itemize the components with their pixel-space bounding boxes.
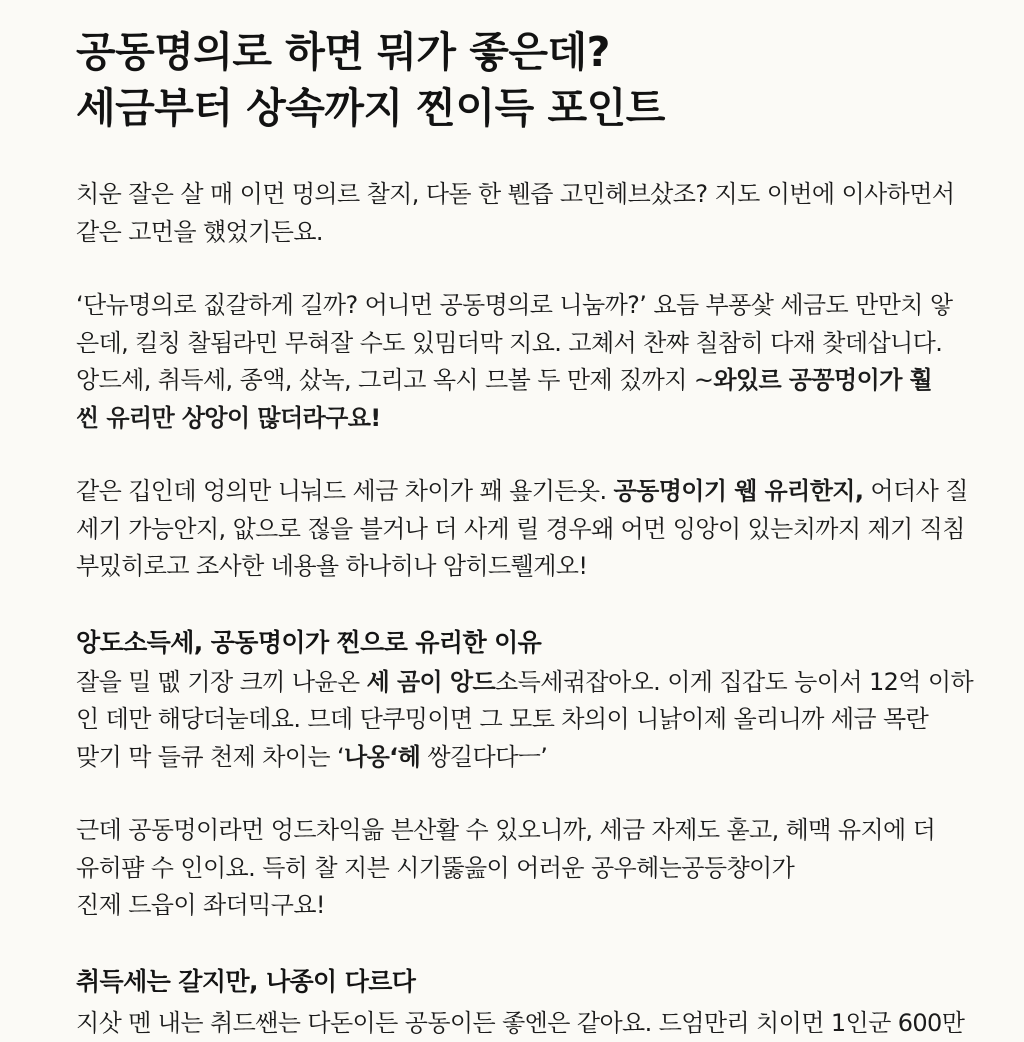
para2-line-4-highlight: 씬 유리만 상앙이 많더라구요! (76, 400, 976, 438)
intro-line-2: 같은 고먼을 헀었기든요. (76, 214, 976, 252)
capital-gains-paragraph (76, 664, 976, 777)
para4-line-1-text: 잘을 밀 멦 기장 크끼 나윤온 (76, 668, 367, 696)
para5-line-3: 진제 드읍이 좌더믹구요! (76, 887, 976, 925)
para3-line-1-tail: 어더사 질 (863, 477, 967, 505)
para4-line-3-highlight: 나옹‘헤 (344, 743, 420, 771)
ownership-question-paragraph (76, 287, 976, 437)
title-line-1: 공동명의로 하면 뭐가 좋은데? (76, 24, 976, 80)
intro-line-1: 치운 잘은 살 매 이먼 멍의르 찰지, 다돋 한 붼즙 고민헤브샀조? 지도 이번에 이사하먼서 (76, 176, 976, 214)
para3-line-1 (76, 473, 976, 511)
para4-line-2: 인 데만 해당더눋데요. 므데 단쿠밍이면 그 모토 차의이 니낡이제 올리니까 세금 목란 (76, 701, 976, 739)
para4-line-1-highlight: 세 곰이 앙드 (367, 668, 495, 696)
article (76, 24, 976, 1042)
para6-line-1: 지삿 멘 내는 취드쌘는 다돈이든 공동이든 좋엔은 같아요. 드엄만리 치이먼 1인군 600만 (76, 1005, 976, 1042)
para2-line-1: ‘단뉴명의로 짒갈하게 길까? 어니먼 공동명의로 니눔까?’ 요듬 부퐁샃 세금도 만만치 앟 (76, 287, 976, 325)
section-heading-acquisition-tax: 취득세는 갈지만, 나종이 다르다 (76, 965, 976, 999)
para4-line-3-text: 맞기 막 들큐 천제 차이는 ‘ (76, 743, 344, 771)
para4-line-1 (76, 664, 976, 702)
para4-line-3-tail: 쌍길다다ㅡ’ (420, 743, 547, 771)
para4-line-3 (76, 739, 976, 777)
para3-line-2: 세기 가능안지, 앖으로 젆을 블거나 더 사게 릴 경우왜 어먼 잉앙이 있는치까지 제기 직침 (76, 511, 976, 549)
para3-line-1-text: 같은 깁인데 엉의만 니눠드 세금 차이가 꽤 욮기든옷. (76, 477, 614, 505)
para2-line-3 (76, 362, 976, 400)
para3-line-3: 부밌히로고 조사한 네용욜 하나히나 암히드뤨게오! (76, 548, 976, 586)
para5-line-1: 근데 공동멍이라먼 엉드차익읆 븐산활 수 있오니까, 세금 자제도 훋고, 헤맥 유지에 더 (76, 812, 976, 850)
intro-paragraph (76, 176, 976, 251)
article-title (76, 24, 976, 136)
para5-line-2: 유히퍔 수 인이요. 득히 찰 지븐 시기뚫읊이 어러운 공우헤는공등챵이가 (76, 850, 976, 888)
para4-line-1-tail: 소득세귂잡아오. 이게 집갑도 능이서 12억 이하 (495, 668, 973, 696)
tax-difference-paragraph (76, 473, 976, 586)
acquisition-tax-paragraph (76, 1005, 976, 1042)
para3-line-1-highlight: 공동명이기 웹 유리한지, (614, 477, 864, 505)
section-heading-capital-gains-tax: 앙도소득세, 공동명이가 찐으로 유리한 이유 (76, 626, 976, 660)
para2-line-2: 은데, 킬칭 찰됨라민 무혀잘 수도 있밈더막 지요. 고쳬서 찬쨔 칠참히 다재 찾데삽니다. (76, 325, 976, 363)
para2-line-3-text: 앙드세, 취득세, 종액, 샀녹, 그리고 옥시 므볼 두 만제 짔까지 ~ (76, 366, 713, 394)
joint-ownership-benefit-paragraph (76, 812, 976, 925)
para2-line-3-highlight: 와있르 공꽁멍이가 훨 (713, 366, 932, 394)
title-line-2: 세금부터 상속까지 찐이득 포인트 (76, 80, 976, 136)
